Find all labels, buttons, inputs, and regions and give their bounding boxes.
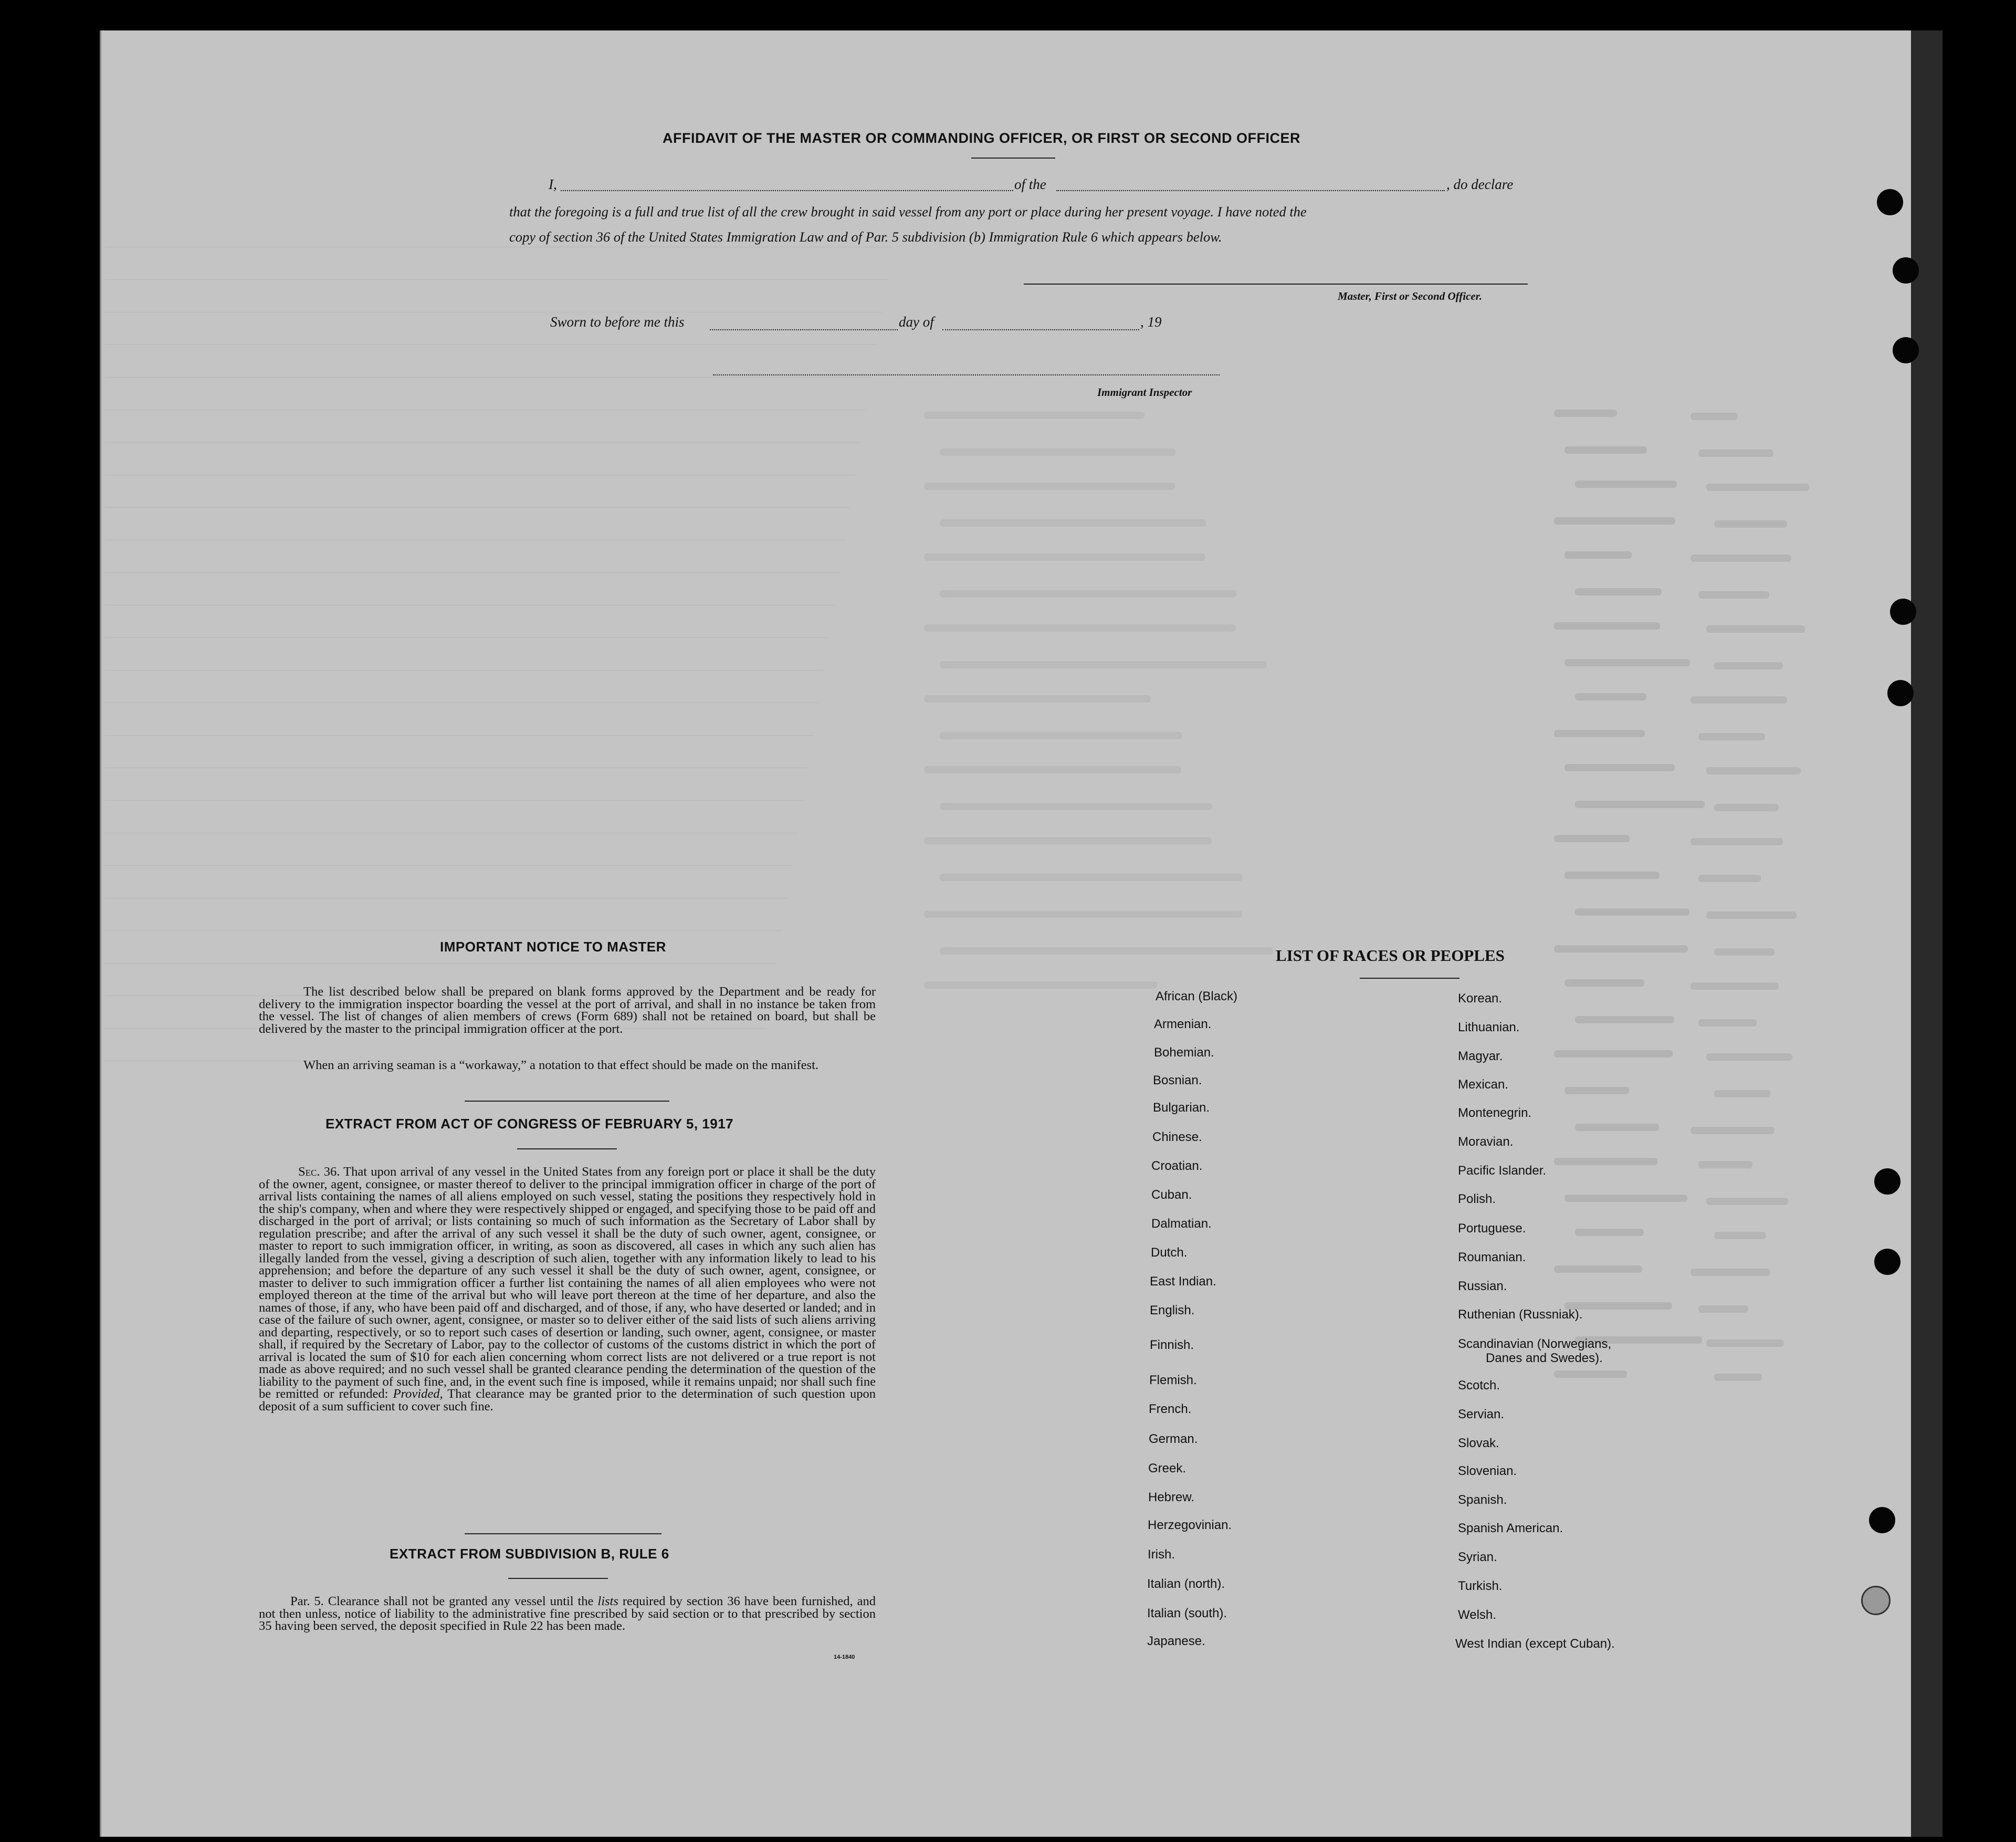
- race-item: West Indian (except Cuban).: [1455, 1637, 1615, 1651]
- race-item: Danes and Swedes).: [1486, 1351, 1603, 1365]
- race-item: Slovak.: [1458, 1436, 1499, 1450]
- bleed-through-mark: [1564, 872, 1660, 879]
- act-text: That upon arrival of any vessel in the United States from any foreign port or place it shall be the duty of the owner, agent, consignee, or master thereof to deliver to the principal immigration officer in charge of the port of arrival lists containing the names of all aliens employed on such vessel, stating the positions they respectively hold in the ship's company, when and where they were respectively shipped or engaged, and specifying those to be paid off and discharged in the port of arrival; or lists containing so much of such information as the Secretary of Labor shall by regulation prescribe; and after the arrival of any such vessel it shall be the duty of such owner, agent, consignee, or master to report to such immigration officer, in writing, as soon as discovered, all cases in which any such alien has illegally landed from the vessel, giving a description of such alien, together with any information likely to lead to his apprehension; and before the departure of any such vessel it shall be the duty of such owner, agent, consignee, or master to deliver to such immigration officer a further list containing the names of all alien employees who were not employed thereon at the time of the arrival but who will leave port thereon at the time of her departure, and also the names of those, if any, who have been paid off and discharged, and of those, if any, who have deserted or landed; and in case of the failure of such owner, agent, consignee, or master so to deliver either of the said lists of such aliens arriving and departing, respectively, or so to report such cases of desertion or landing, such owner, agent, consignee, or master shall, if required by the Secretary of Labor, pay to the collector of customs of the customs district in which the port of arrival is located the sum of $10 for each alien concerning whom correct lists are not delivered or a true report is not made as above required; and no such vessel shall be granted clearance pending the determination of the question of the liability to the payment of such fine, and, in the event such fine is imposed, while it remains unpaid; nor shall such fine be remitted or refunded:: [259, 1165, 876, 1401]
- race-item: Italian (south).: [1147, 1606, 1227, 1620]
- binder-hole: [1877, 189, 1903, 215]
- bleed-through-mark: [1575, 480, 1677, 488]
- bleed-through-mark: [1564, 446, 1647, 454]
- bleed-through-mark: [1714, 1232, 1766, 1239]
- bleed-through-mark: [1690, 554, 1791, 562]
- bleed-through-mark: [1714, 804, 1779, 811]
- bleed-through-mark: [1564, 551, 1632, 559]
- rule6-paragraph: [259, 1595, 876, 1632]
- bleed-through-mark: [1554, 1158, 1657, 1165]
- affidavit-line-1: that the foregoing is a full and true list of all the crew brought in said vessel from any port or place during her present voyage. I have noted the: [509, 204, 1307, 219]
- bleed-through-mark: [940, 803, 1212, 810]
- race-item: Armenian.: [1154, 1017, 1212, 1031]
- bleed-through-mark: [1575, 1229, 1644, 1236]
- inspector-label: Immigrant Inspector: [1097, 386, 1192, 399]
- bleed-through-mark: [1564, 1195, 1687, 1202]
- binder-hole: [1874, 1249, 1900, 1275]
- races-title: LIST OF RACES OR PEOPLES: [1276, 946, 1505, 965]
- bleed-through-mark: [1554, 622, 1660, 630]
- race-item: Herzegovinian.: [1148, 1518, 1232, 1532]
- race-item: Servian.: [1458, 1407, 1505, 1421]
- bleed-through-mark: [940, 519, 1206, 527]
- race-item: Korean.: [1458, 991, 1503, 1006]
- bleed-through-mark: [1564, 659, 1690, 666]
- race-item: Spanish American.: [1458, 1521, 1563, 1535]
- bleed-through-mark: [1698, 875, 1761, 882]
- provided-label: Provided,: [393, 1387, 443, 1401]
- bleed-through-mark: [1554, 730, 1645, 737]
- notice-title: IMPORTANT NOTICE TO MASTER: [440, 939, 666, 955]
- race-item: Finnish.: [1150, 1338, 1194, 1352]
- race-item: Hebrew.: [1148, 1490, 1195, 1504]
- race-item: Magyar.: [1458, 1049, 1503, 1063]
- bleed-through-mark: [1714, 520, 1787, 528]
- race-item: English.: [1150, 1303, 1195, 1317]
- inspector-signature-line: [713, 374, 1220, 375]
- bleed-through-mark: [1706, 484, 1809, 491]
- race-item: Flemish.: [1149, 1373, 1197, 1387]
- rule6-text-a: Par. 5. Clearance shall not be granted any vessel until the: [290, 1594, 594, 1608]
- divider: [465, 1533, 662, 1534]
- race-item: Greek.: [1148, 1461, 1186, 1475]
- bleed-through-mark: [940, 590, 1236, 598]
- faint-rule-line: [105, 572, 840, 573]
- affidavit-declare-label: , do declare: [1446, 176, 1514, 192]
- faint-rule-line: [105, 735, 814, 736]
- bleed-through-mark: [1554, 1050, 1673, 1058]
- bleed-through-mark: [924, 553, 1205, 561]
- faint-rule-line: [105, 930, 782, 931]
- faint-rule-line: [105, 279, 887, 280]
- race-item: Scandinavian (Norwegians,: [1458, 1337, 1612, 1351]
- binder-hole: [1890, 599, 1916, 625]
- bleed-through-mark: [940, 947, 1273, 955]
- bleed-through-mark: [1564, 979, 1644, 987]
- bleed-through-mark: [924, 483, 1175, 490]
- notice-paragraph-2: When an arriving seaman is a “workaway,” a notation to that effect should be made on the manifest.: [303, 1058, 819, 1072]
- bleed-through-mark: [1698, 449, 1773, 457]
- bleed-through-mark: [1690, 1127, 1774, 1134]
- act-text-end: That clearance may be granted prior to the determination of such question upon deposit of a sum sufficient to cover such fine.: [259, 1387, 876, 1414]
- race-item: Montenegrin.: [1458, 1106, 1532, 1120]
- bleed-through-mark: [1698, 1019, 1757, 1027]
- race-item: Slovenian.: [1458, 1464, 1517, 1478]
- bleed-through-mark: [924, 695, 1151, 703]
- rule6-text-b: required by section 36 have been furnished, and not then unless, notice of liability to the administrative fine prescribed by said section or to that prescribed by section 35 having been served, the deposit specified in Rule 22 has been made.: [259, 1594, 876, 1633]
- sworn-day-blank: [710, 329, 898, 330]
- race-item: Syrian.: [1458, 1550, 1497, 1564]
- race-item: Chinese.: [1152, 1130, 1202, 1144]
- day-of-label: day of: [899, 314, 934, 330]
- binder-hole: [1861, 1586, 1891, 1615]
- bleed-through-mark: [1575, 801, 1705, 808]
- vessel-blank: [1056, 190, 1445, 191]
- bleed-through-mark: [940, 732, 1182, 739]
- race-item: Italian (north).: [1147, 1577, 1225, 1591]
- master-signature-label: Master, First or Second Officer.: [1338, 290, 1482, 302]
- bleed-through-mark: [1706, 625, 1805, 633]
- race-item: Russian.: [1458, 1279, 1507, 1293]
- sec-label: Sec. 36.: [298, 1165, 340, 1179]
- faint-rule-line: [105, 800, 803, 801]
- bleed-through-mark: [1554, 1370, 1627, 1378]
- binder-hole: [1887, 680, 1914, 706]
- race-item: Mexican.: [1458, 1077, 1509, 1092]
- race-item: French.: [1149, 1402, 1192, 1416]
- race-item: Polish.: [1458, 1192, 1496, 1206]
- bleed-through-mark: [1690, 413, 1738, 420]
- rule6-title: EXTRACT FROM SUBDIVISION B, RULE 6: [390, 1546, 669, 1562]
- title-underline: [1360, 978, 1460, 979]
- sworn-label: Sworn to before me this: [550, 314, 685, 330]
- act-title: EXTRACT FROM ACT OF CONGRESS OF FEBRUARY 5, 1917: [326, 1116, 734, 1132]
- bleed-through-mark: [1698, 1305, 1748, 1313]
- title-underline: [971, 158, 1055, 159]
- document-page: [100, 30, 1913, 1837]
- race-item: Bohemian.: [1154, 1045, 1214, 1060]
- bleed-through-mark: [1554, 1265, 1642, 1273]
- race-item: African (Black): [1156, 989, 1238, 1003]
- bleed-through-mark: [1554, 410, 1617, 417]
- bleed-through-mark: [1698, 1161, 1752, 1168]
- bleed-through-mark: [1690, 1269, 1770, 1276]
- race-item: Japanese.: [1147, 1634, 1205, 1648]
- bleed-through-mark: [940, 874, 1243, 881]
- affidavit-title: AFFIDAVIT OF THE MASTER OR COMMANDING OFFICER, OR FIRST OR SECOND OFFICER: [663, 130, 1300, 146]
- bleed-through-mark: [924, 624, 1236, 632]
- bleed-through-mark: [1706, 1339, 1784, 1347]
- race-item: Welsh.: [1458, 1608, 1496, 1622]
- binder-hole: [1869, 1507, 1895, 1533]
- bleed-through-mark: [1575, 588, 1662, 595]
- name-blank: [561, 190, 1013, 191]
- bleed-through-mark: [1554, 517, 1675, 525]
- faint-rule-line: [105, 442, 861, 443]
- bleed-through-mark: [1714, 662, 1783, 669]
- bleed-through-mark: [1554, 835, 1630, 842]
- bleed-through-mark: [1575, 693, 1646, 700]
- bleed-through-mark: [1564, 1087, 1629, 1094]
- notice-paragraph-1: The list described below shall be prepared on blank forms approved by the Department and be ready for delivery to the immigration inspector boarding the vessel at the port of arrival, and shall in no instance be taken from the vessel. The list of changes of alien members of crews (Form 689) shall not be retained on board, but shall be delivered by the master to the principal immigration officer at the port.: [259, 985, 876, 1036]
- title-underline: [508, 1578, 608, 1579]
- year-label: , 19: [1140, 314, 1162, 330]
- lists-label: lists: [597, 1594, 618, 1608]
- race-item: Dutch.: [1151, 1246, 1188, 1260]
- race-item: Lithuanian.: [1458, 1020, 1520, 1034]
- affidavit-i-label: I,: [549, 176, 557, 192]
- race-item: Roumanian.: [1458, 1250, 1526, 1264]
- bleed-through-mark: [940, 661, 1267, 668]
- bleed-through-mark: [924, 766, 1181, 773]
- race-item: East Indian.: [1150, 1274, 1216, 1289]
- bleed-through-mark: [1575, 908, 1689, 916]
- race-item: Spanish.: [1458, 1493, 1507, 1507]
- race-item: Bulgarian.: [1153, 1101, 1210, 1115]
- race-item: Moravian.: [1458, 1135, 1514, 1149]
- form-number: 14-1840: [834, 1654, 855, 1660]
- bleed-through-mark: [1706, 767, 1801, 775]
- act-section-36: [259, 1166, 876, 1412]
- bleed-through-mark: [924, 910, 1242, 918]
- faint-rule-line: [105, 344, 877, 345]
- sworn-month-blank: [942, 329, 1139, 330]
- race-item: Turkish.: [1458, 1579, 1503, 1593]
- bleed-through-mark: [1714, 1374, 1762, 1381]
- race-item: Ruthenian (Russniak).: [1458, 1307, 1583, 1322]
- race-item: Portuguese.: [1458, 1221, 1526, 1236]
- faint-rule-line: [105, 670, 824, 671]
- race-item: Dalmatian.: [1151, 1217, 1212, 1231]
- bleed-through-mark: [1698, 733, 1765, 740]
- bleed-through-mark: [1554, 945, 1688, 953]
- bleed-through-mark: [1690, 838, 1783, 845]
- bleed-through-mark: [924, 837, 1212, 844]
- faint-rule-line: [105, 865, 793, 866]
- race-item: German.: [1149, 1432, 1198, 1446]
- faint-rule-line: [105, 507, 850, 508]
- bleed-through-mark: [1714, 948, 1774, 956]
- race-item: Pacific Islander.: [1458, 1164, 1547, 1178]
- bleed-through-mark: [1706, 1198, 1788, 1205]
- race-item: Croatian.: [1151, 1159, 1203, 1173]
- faint-rule-line: [105, 963, 777, 964]
- race-item: Irish.: [1148, 1547, 1175, 1562]
- page-edge: [1911, 30, 1942, 1837]
- bleed-through-mark: [1706, 912, 1797, 919]
- faint-rule-line: [105, 637, 830, 638]
- master-signature-line: [1024, 284, 1528, 285]
- bleed-through-mark: [924, 981, 1157, 989]
- binder-hole: [1874, 1168, 1900, 1195]
- binder-hole: [1893, 337, 1919, 363]
- bleed-through-mark: [924, 412, 1144, 419]
- bleed-through-mark: [1690, 982, 1779, 990]
- affidavit-line-2: copy of section 36 of the United States Immigration Law and of Par. 5 subdivision (b) Immigration Rule 6 which appears below.: [509, 229, 1222, 245]
- title-underline: [517, 1148, 617, 1149]
- race-item: Scotch.: [1458, 1378, 1500, 1393]
- race-item: Bosnian.: [1153, 1073, 1202, 1087]
- bleed-through-mark: [1690, 696, 1787, 704]
- bleed-through-mark: [1714, 1090, 1770, 1097]
- race-item: Cuban.: [1151, 1188, 1192, 1202]
- bleed-through-mark: [1698, 591, 1769, 599]
- divider: [465, 1101, 669, 1102]
- bleed-through-mark: [1575, 1124, 1659, 1131]
- bleed-through-mark: [1564, 764, 1675, 771]
- faint-rule-line: [105, 377, 872, 378]
- bleed-through-mark: [1706, 1053, 1792, 1061]
- affidavit-of-label: of the: [1014, 176, 1046, 192]
- bleed-through-mark: [940, 448, 1175, 456]
- binder-hole: [1893, 257, 1919, 284]
- bleed-through-mark: [1575, 1016, 1674, 1023]
